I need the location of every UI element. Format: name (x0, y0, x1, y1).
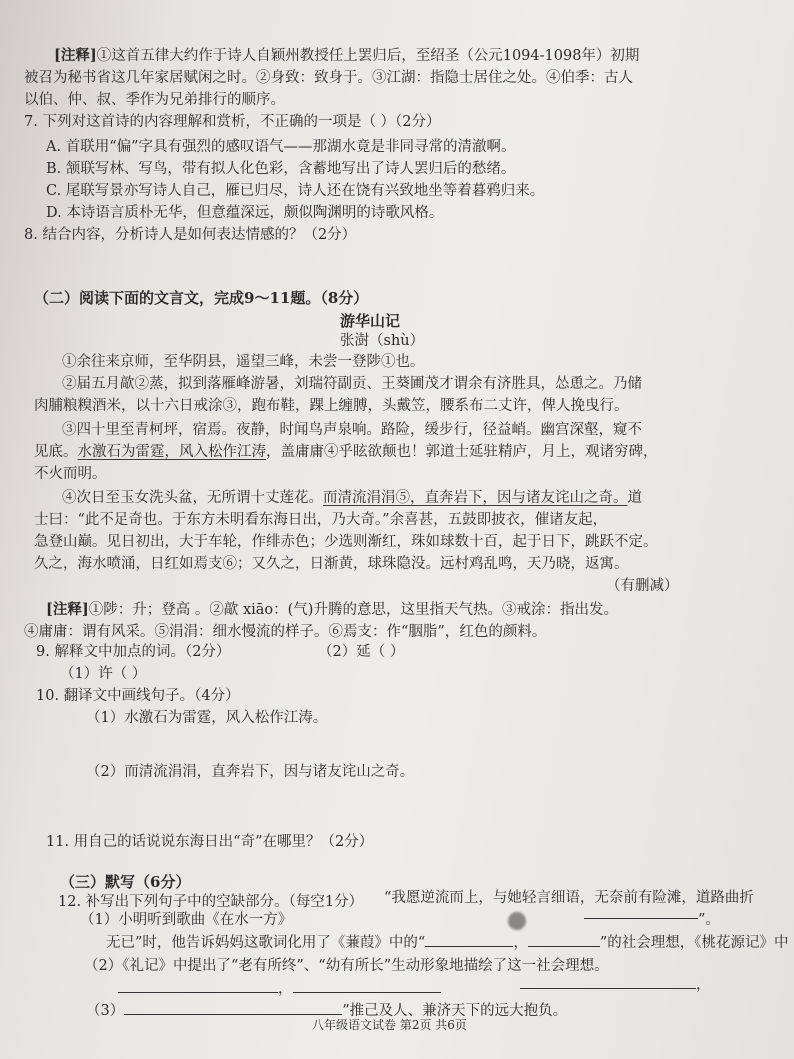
q7-option-b: B. 颔联写林、写鸟，带有拟人化色彩，含蓄地写出了诗人罢归后的愁绪。 (46, 161, 516, 177)
page-footer: 八年级语文试卷 第2页 共6页 (312, 1018, 467, 1032)
q7-option-d: D. 本诗语言质朴无华，但意蕴深远，颇似陶渊明的诗歌风格。 (46, 205, 444, 221)
note1-line1: [注释]①这首五律大约作于诗人自颖州教授任上罢归后，至绍圣（公元1094-1098年）初期 (54, 47, 640, 64)
passage-p4b: 士曰：“此不足奇也。于东方未明看东海日出，乃大奇。”余喜甚，五鼓即披衣，催诸友起， (34, 512, 608, 528)
q10-sentence-1: （1）水激石为雷霆，风入松作江涛。 (86, 710, 328, 726)
note2-line1: [注释]①陟：升；登高 。②歊 xiāo：(气)升腾的意思，这里指天气热。③戒涂：指出发。 (46, 601, 618, 618)
q12-item2-line2: ， (118, 978, 441, 999)
passage-p3b: 见底。水激石为雷霆，风入松作江涛，盖庸庸④乎眩欲颠也！郭道士延驻精庐，月上，观诸穷碑， (34, 444, 658, 460)
passage-p4d: 久之，海水喷涌，日红如焉支⑥；又久之，日渐黄，球珠隐没。远村鸡乱鸣，天乃晓，返寓。 (34, 556, 629, 572)
q9-item-2: （2）延（ ） (318, 644, 405, 660)
q12-blank-4[interactable] (293, 978, 441, 993)
q8-stem: 8. 结合内容，分析诗人是如何表达情感的？（2分） (24, 227, 357, 243)
passage-p2b: 肉脯粮糗酒米，以十六日戒涂③，跑布鞋，踝上缠膊，头戴笠，腰系布二丈许，俾人挽曳行。 (34, 398, 629, 414)
passage-title: 游华山记 (340, 312, 401, 330)
passage-p2a: ②届五月歊②蒸，拟到落雁峰游暑，刘瑞符副贡、王葵圃茂才谓余有济胜具，怂恿之。乃储 (62, 376, 642, 392)
q7-option-c: C. 尾联写景亦写诗人自己，雁已归尽，诗人还在饶有兴致地坐等着暮鸦归来。 (46, 183, 545, 199)
q12-stem-a: 12. 补写出下列句子中的空缺部分。（每空1分） (58, 894, 364, 910)
q10-stem: 10. 翻译文中画线句子。（4分） (36, 688, 240, 704)
q12-blank-1[interactable] (425, 932, 513, 947)
q12-blank-2[interactable] (528, 932, 600, 947)
passage-p3c: 不火而明。 (34, 466, 107, 482)
q12-blank-5[interactable] (520, 974, 696, 989)
note1-label: [注释] (54, 47, 97, 64)
q12-item2-line1: （2）《礼记》中提出了“老有所终”、“幼有所长”生动形象地描绘了这一社会理想。 (84, 958, 609, 974)
q12-blank-6[interactable] (124, 1000, 342, 1015)
q12-item1-line1: （1）小明听到歌曲《在水一方》 ”。 (80, 912, 720, 928)
q9-item-1: （1）许（ ） (60, 666, 147, 682)
note1-line3: 以伯、仲、叔、季作为兄弟排行的顺序。 (24, 92, 285, 108)
q12-item3-line2: （3） ”推己及人、兼济天下的远大抱负。 (86, 1000, 567, 1021)
q12-blank-top[interactable] (584, 904, 698, 919)
q12-blank-3[interactable] (118, 978, 278, 993)
passage-p4a: ④次日至玉女洗头盆，无所谓十丈莲花。而清流涓涓⑤，直奔岩下，因与诸友诧山之奇。道 (62, 490, 642, 506)
q12-item3-line1: ， (520, 974, 711, 995)
note2-label: [注释] (46, 601, 89, 618)
passage-p4c: 急登山巅。见日初出，大于车轮，作绯赤色；少选则渐红，珠如球数十百，起于日下，跳跃不定。 (34, 534, 658, 550)
ink-smudge (508, 912, 526, 930)
passage-author: 张澍（shù） (340, 333, 425, 349)
underlined-sentence-2: 而清流涓涓⑤，直奔岩下，因与诸友诧山之奇。 (323, 490, 628, 506)
q12-stem-b: “我愿逆流而上，与她轻言细语，无奈前有险滩，道路曲折 (384, 890, 754, 906)
q10-sentence-2: （2）而清流涓涓，直奔岩下，因与诸友诧山之奇。 (86, 764, 415, 780)
note2-line2: ④庸庸：谓有风采。⑤涓涓：细水慢流的样子。⑥焉支：作“胭脂”，红色的颜料。 (24, 624, 547, 640)
q12-item1-line2: 无已”时，他告诉妈妈这歌词化用了《蒹葭》中的“ ， ”的社会理想，《桃花源记》中 (106, 932, 789, 953)
section3-heading: （三）默写（6分） (60, 873, 191, 891)
passage-p3a: ③四十里至青柯坪，宿焉。夜静，时闻鸟声泉响。路险，缓步行，径益峭。幽宫深壑，窥不 (62, 422, 642, 438)
passage-abridged-note: （有删减） (606, 578, 679, 594)
passage-p1: ①余往来京师，至华阴县，遥望三峰，未尝一登陟①也。 (62, 354, 425, 370)
underlined-sentence-1: 水激石为雷霆，风入松作江涛 (77, 444, 266, 460)
section2-heading: （二）阅读下面的文言文，完成9～11题。（8分） (34, 289, 369, 307)
q7-stem: 7. 下列对这首诗的内容理解和赏析，不正确的一项是（ ）（2分） (24, 114, 441, 130)
q9-stem: 9. 解释文中加点的词。（2分） (36, 644, 231, 660)
q11-stem: 11. 用自己的话说说东海日出“奇”在哪里？（2分） (46, 834, 374, 850)
q7-option-a: A. 首联用“偏”字具有强烈的感叹语气——那湖水竟是非同寻常的清澈啊。 (46, 139, 516, 155)
note1-line2: 被召为秘书省这几年家居赋闲之时。②身致：致身于。③江湖：指隐士居住之处。④伯季：古人 (24, 70, 633, 86)
